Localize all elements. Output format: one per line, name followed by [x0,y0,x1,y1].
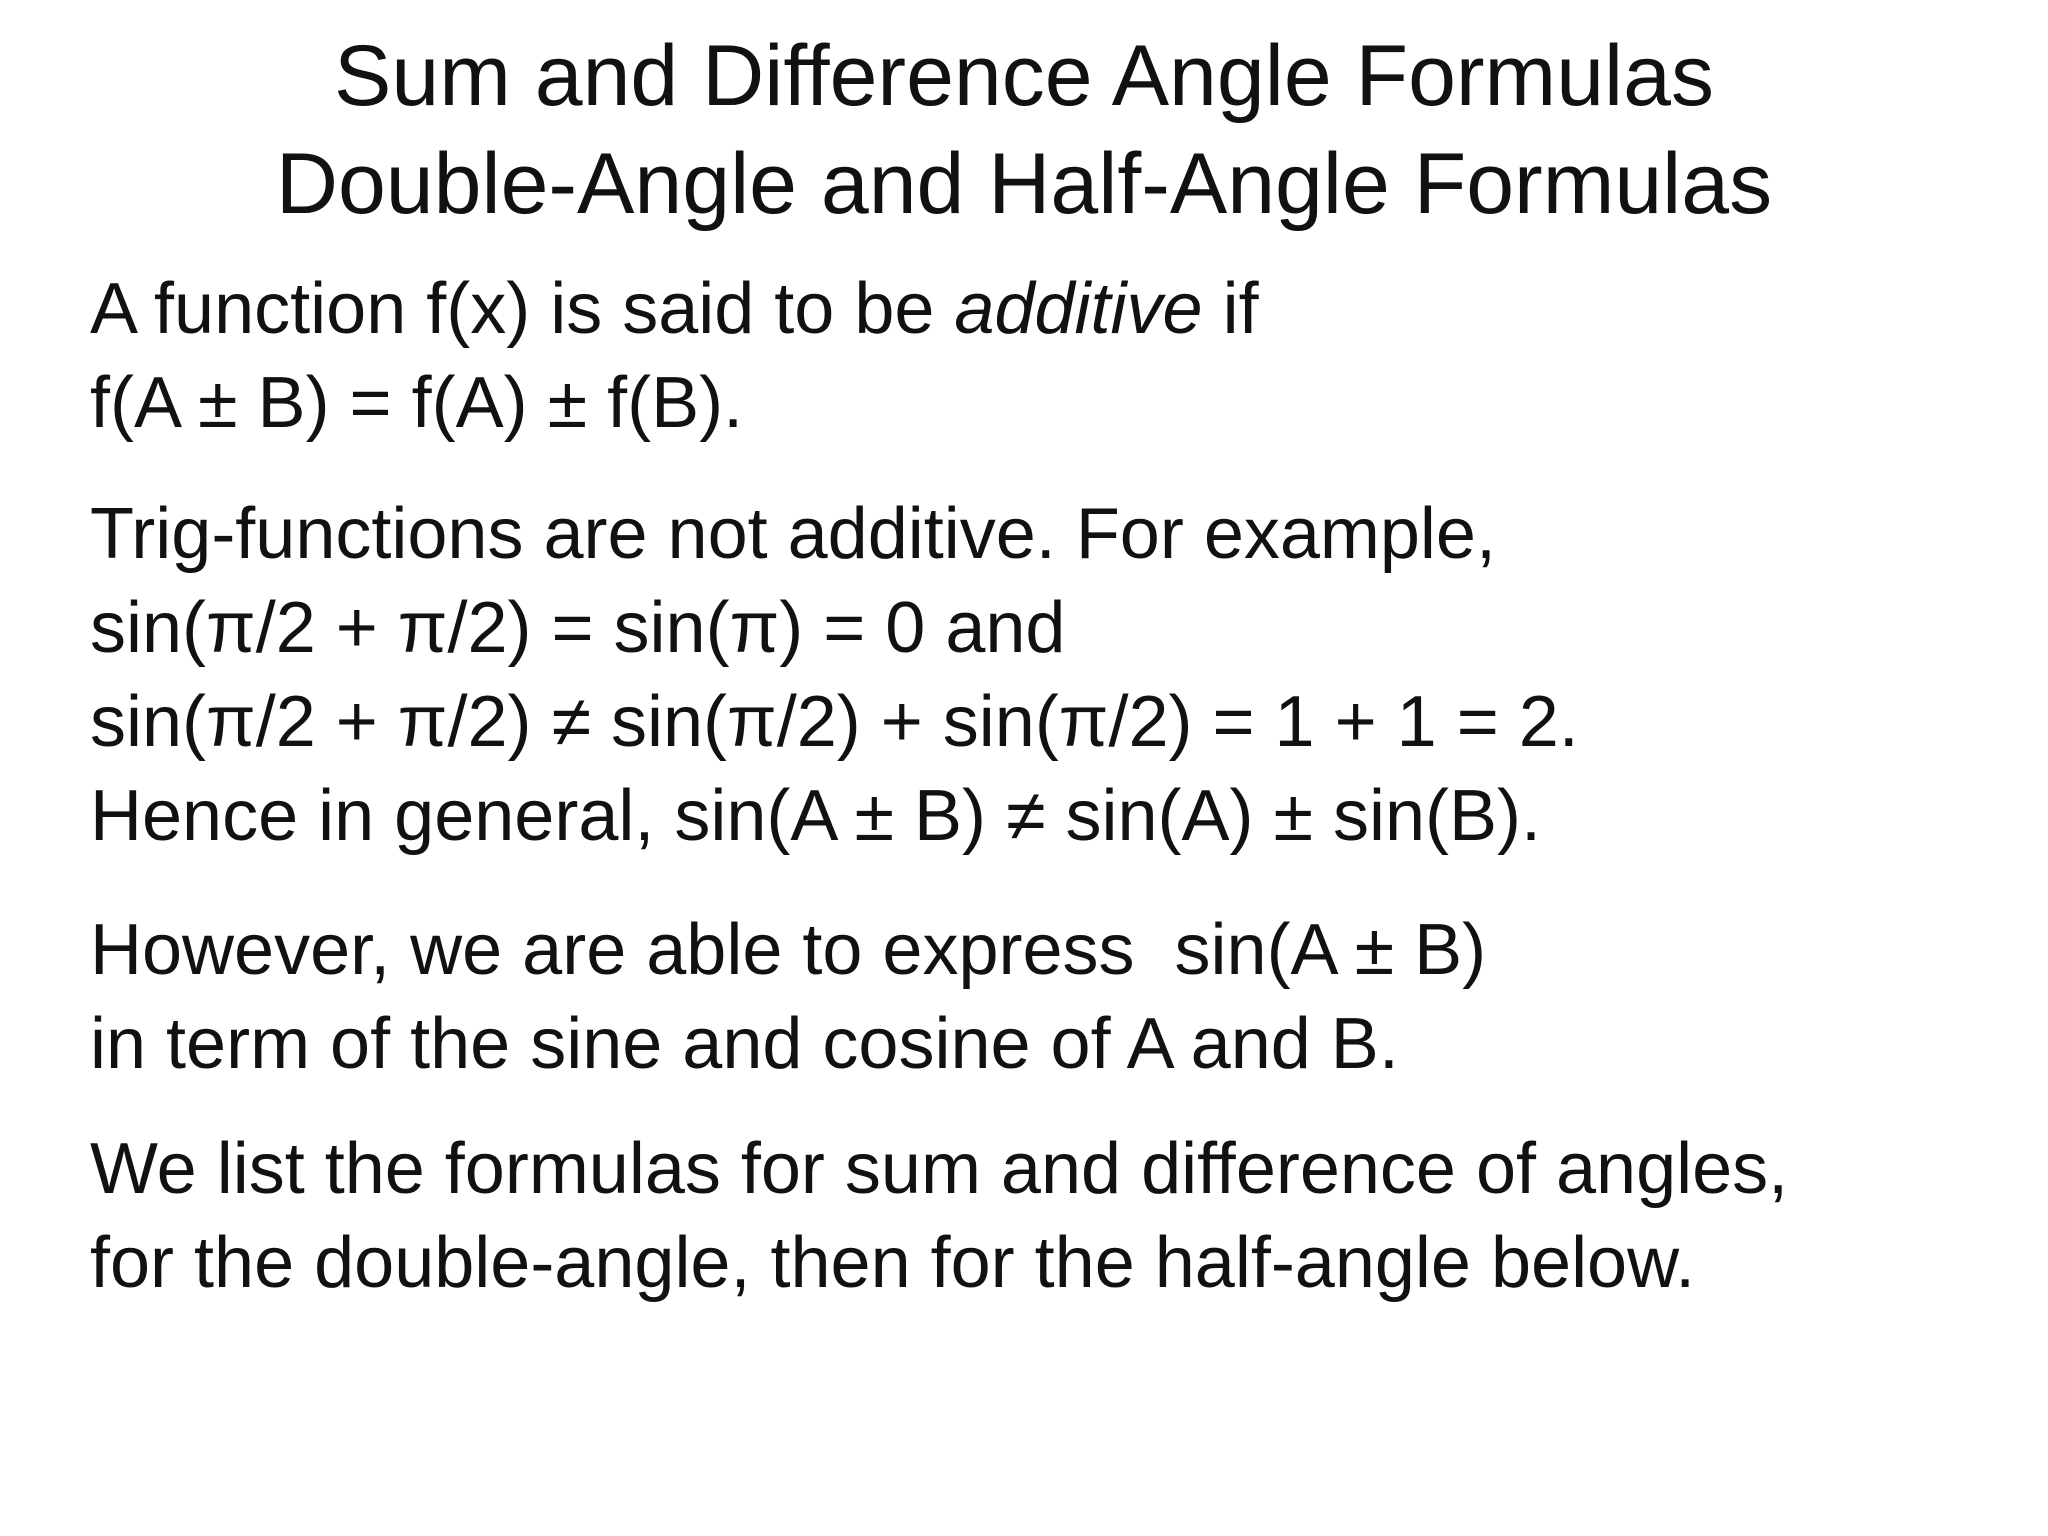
title-line-2: Double-Angle and Half-Angle Formulas [275,136,1773,232]
example-intro: Trig-functions are not additive. For example, [90,494,1496,574]
example-conclusion: Hence in general, sin(A ± B) ≠ sin(A) ± sin(B). [90,776,1542,856]
list-line-1: We list the formulas for sum and difference of angles, [90,1129,1789,1209]
however-line-1: However, we are able to express sin(A ± B) [90,910,1487,990]
definition-text-post: if [1202,269,1259,349]
definition-formula: f(A ± B) = f(A) ± f(B). [90,363,744,443]
title-line-1: Sum and Difference Angle Formulas [334,28,1714,124]
definition-line-1 [90,262,1990,356]
however-line-2: in term of the sine and cosine of A and B. [90,1004,1399,1084]
additive-term: additive [954,269,1203,349]
example-equation-1: sin(π/2 + π/2) = sin(π) = 0 and [90,588,1066,668]
paragraph-formula-list [90,1122,1990,1310]
definition-text-pre: A function f(x) is said to be [90,269,955,349]
list-line-2: for the double-angle, then for the half-angle below. [90,1223,1696,1303]
paragraph-additive-definition [90,262,1990,450]
example-equation-2: sin(π/2 + π/2) ≠ sin(π/2) + sin(π/2) = 1 + 1 = 2. [90,682,1579,762]
slide-title [0,22,2048,238]
paragraph-however [90,903,1990,1091]
paragraph-trig-example [90,487,1990,863]
